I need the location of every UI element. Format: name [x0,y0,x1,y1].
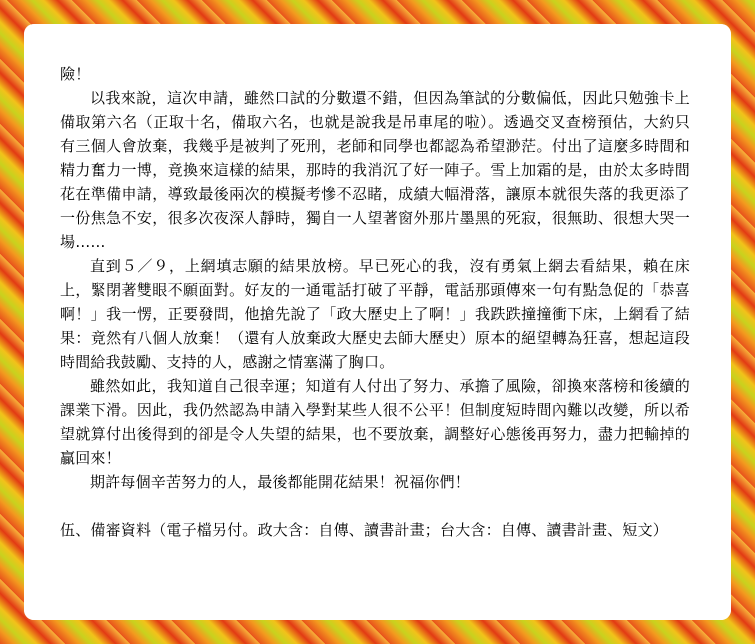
document-body [60,62,690,542]
paragraph: 期許每個辛苦努力的人，最後都能開花結果！祝福你們！ [90,473,471,491]
spacer [60,494,690,518]
paragraph: 直到５／９，上網填志願的結果放榜。早已死心的我，沒有勇氣上網去看結果，賴在床上，緊閉著雙眼不願面對。好友的一通電話打破了平靜，電話那頭傳來一句有點急促的「恭喜啊！」我一愣，正要發問，他搶先說了「政大歷史上了啊！」我跌跌撞撞衝下床，上網看了結果：竟然有八個人放棄！（還有人放棄政大歷史去師大歷史）原本的絕望轉為狂喜，想起這段時間給我鼓勵、支持的人，感謝之情塞滿了胸口。 [60,257,690,371]
continued-text: 險！ [60,65,91,83]
paragraph: 雖然如此，我知道自己很幸運；知道有人付出了努力、承擔了風險，卻換來落榜和後續的課業下滑。因此，我仍然認為申請入學對某些人很不公平！但制度短時間內難以改變，所以希望就算付出後得到的卻是令人失望的結果，也不要放棄，調整好心態後再努力，盡力把輸掉的贏回來！ [60,377,690,467]
section-heading-five: 伍、備審資料（電子檔另付。政大含：自傳、讀書計畫；台大含：自傳、讀書計畫、短文） [60,521,669,539]
paragraph: 以我來說，這次申請，雖然口試的分數還不錯，但因為筆試的分數偏低，因此只勉強卡上備取第六名（正取十名，備取六名，也就是說我是吊車尾的啦）。透過交叉查榜預估，大約只有三個人會放棄，我幾乎是被判了死刑，老師和同學也都認為希望渺茫。付出了這麼多時間和精力奮力一博，竟換來這樣的結果，那時的我消沉了好一陣子。雪上加霜的是，由於太多時間花在準備申請，導致最後兩次的模擬考慘不忍睹，成績大幅滑落，讓原本就很失落的我更添了一份焦急不安，很多次夜深人靜時，獨自一人望著窗外那片墨黑的死寂，很無助、很想大哭一場…… [60,89,690,251]
